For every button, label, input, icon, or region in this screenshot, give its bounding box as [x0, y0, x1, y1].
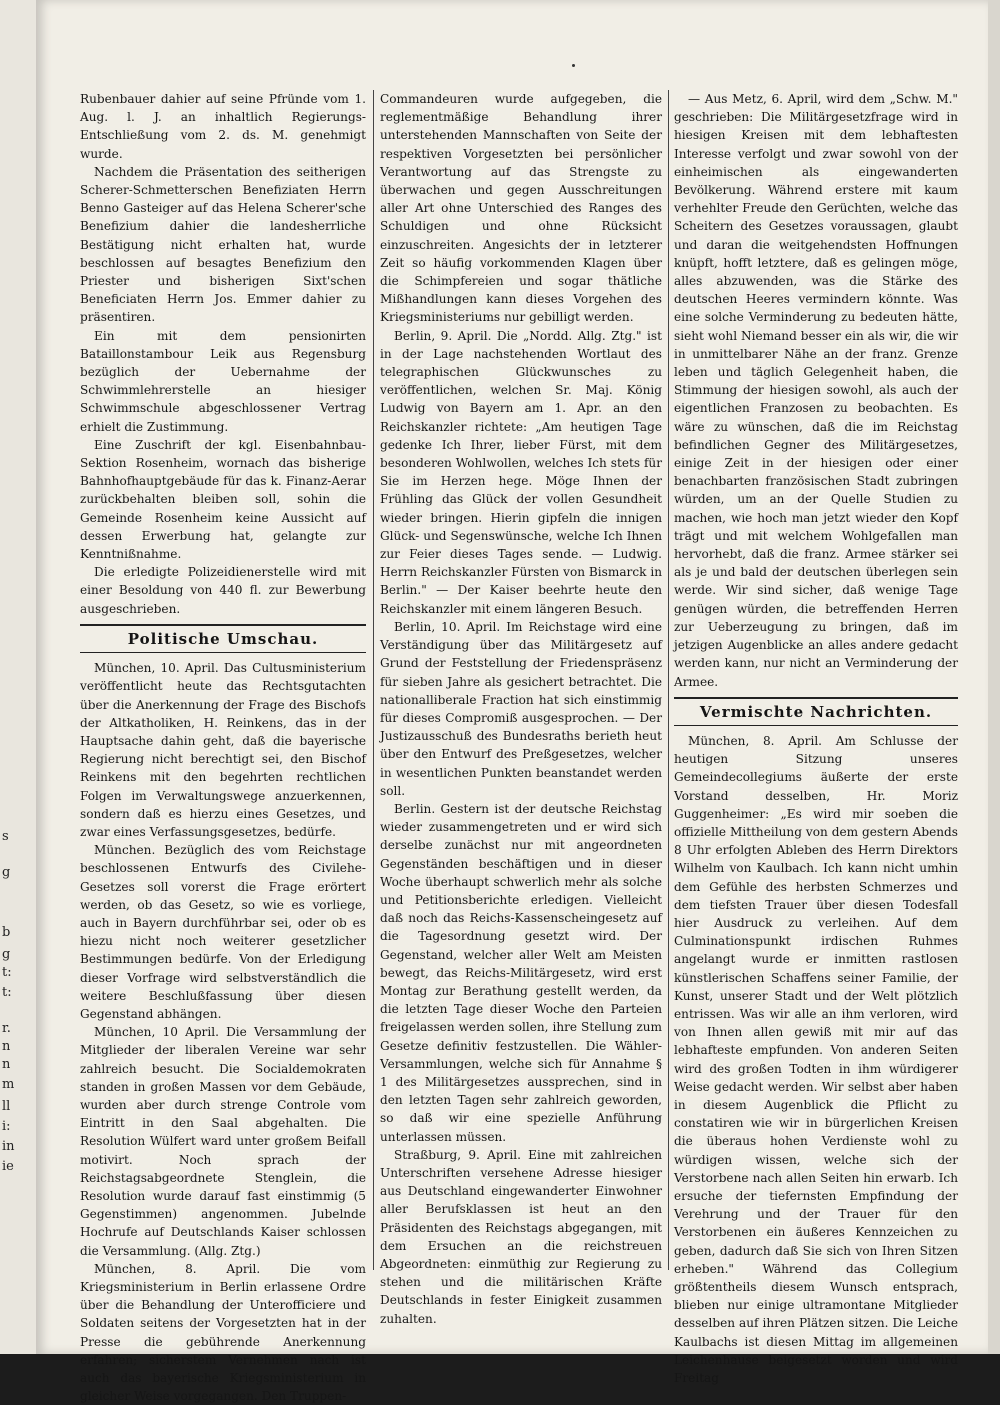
article-paragraph: Straßburg, 9. April. Eine mit zahlreichen Unterschriften versehene Adresse hiesiger aus Deutschland eingewanderter Einwohner aller Berufsklassen ist heut an den Präsidenten des Reichstags abgegangen, mit dem Ersuchen an die reichstreuen Abgeordneten: einmüthig zur Regierung zu stehen und die militärischen Kräfte Deutschlands in fester Einigkeit zusammen zuhalten.: [380, 1147, 662, 1326]
article-paragraph: München, 8. April. Die vom Kriegsministerium in Berlin erlassene Ordre über die Behandlung der Unterofficiere und Soldaten seitens der Vorgesetzten hat in der Presse die gebührende Anerkennung erfahren; sicherstem Vernehmen nach ist auch das bayerische Kriegsministerium in gleicher Weise vorgegangen. Den Truppen-: [80, 1261, 366, 1404]
left-page-gutter: [0, 0, 38, 1354]
gutter-fragment: n: [2, 1039, 11, 1054]
article-paragraph: Berlin, 10. April. Im Reichstage wird eine Verständigung über das Militärgesetz auf Grund der Feststellung der Friedenspräsenz für sieben Jahre als gesichert betrachtet. Die nationalliberale Fraction hat sich einstimmig für dieses Compromiß ausgesprochen. — Der Justizausschuß des Bundesraths berieth heut über den Entwurf des Preßgesetzes, welcher in wesentlichen Punkten beanstandet werden soll.: [380, 619, 662, 798]
column-1: [80, 90, 366, 1405]
gutter-fragment: g: [2, 947, 11, 962]
article-paragraph: Eine Zuschrift der kgl. Eisenbahnbau-Sektion Rosenheim, wornach das bisherige Bahnhofhauptgebäude für das k. Finanz-Aerar zurückbehalten bleiben soll, sohin die Gemeinde Rosenheim keine Aussicht auf dessen Erwerbung hat, gelangte zur Kenntnißnahme.: [80, 437, 366, 562]
article-paragraph: Nachdem die Präsentation des seitherigen Scherer-Schmetterschen Benefiziaten Herrn Benno Gasteiger auf das Helena Scherer'sche Benefizium dahier die landesherrliche Bestätigung nicht erhalten hat, wurde beschlossen auf besagtes Benefizium den Priester und bisherigen Sixt'schen Beneficiaten Herrn Jos. Emmer dahier zu präsentiren.: [80, 164, 366, 325]
section-heading: Vermischte Nachrichten.: [674, 697, 958, 726]
article-paragraph: München, 8. April. Am Schlusse der heutigen Sitzung unseres Gemeindecollegiums äußerte der erste Vorstand desselben, Hr. Moriz Guggenheimer: „Es wird mir soeben die offizielle Mittheilung von dem gestern Abends 8 Uhr erfolgten Ableben des Herrn Direktors Wilhelm von Kaulbach. Ich kann nicht umhin dem Gefühle des herbsten Schmerzes und dem tiefsten Trauer über diesen Todesfall hier Ausdruck zu verleihen. Auf dem Culminationspunkt irdischen Ruhmes angelangt wurde er inmitten rastlosen künstlerischen Schaffens seiner Familie, der Kunst, unserer Stadt und der Welt plötzlich entrissen. Was wir alle an ihm verloren, wird von Ihnen allen gewiß mit mir auf das lebhafteste empfunden. Von anderen Seiten wird des großen Todten in ihm würdigerer Weise gedacht werden. Wir selbst aber haben in diesem Augenblick die Pflicht zu constatiren wie wir in bürgerlichen Kreisen die überaus hohen Verdienste wohl zu würdigen wissen, welche sich der Verstorbene nach allen Seiten hin erwarb. Ich ersuche der tiefernsten Empfindung der Verehrung und der Trauer für den Verstorbenen ein äußeres Kennzeichen zu geben, dadurch daß Sie sich von Ihren Sitzen erheben." Während das Collegium größtentheils diesem Wunsch entsprach, blieben nur einige ultramontane Mitglieder desselben auf ihren Plätzen sitzen. Die Leiche Kaulbachs ist diesen Mittag im allgemeinen Leichenhause beigesetzt worden und wird Freitag: [674, 733, 958, 1386]
gutter-fragment: b: [2, 925, 11, 940]
column-3: [674, 90, 958, 1387]
article-paragraph: Die erledigte Polizeidienerstelle wird mit einer Besoldung von 440 fl. zur Bewerbung ausgeschrieben.: [80, 565, 366, 616]
article-paragraph: Ein mit dem pensionirten Bataillonstambour Leik aus Regensburg bezüglich der Uebernahme der Schwimmlehrerstelle an hiesiger Schwimmschule abgeschlossener Vertrag erhielt die Zustimmung.: [80, 328, 366, 434]
article-paragraph: Berlin. Gestern ist der deutsche Reichstag wieder zusammengetreten und er wird sich derselbe zunächst nur mit angeordneten Gegenständen beschäftigen und in dieser Woche überhaupt schwerlich mehr als solche und Petitionsberichte erledigen. Vielleicht daß noch das Reichs-Kassenscheingesetz auf die Tagesordnung gesetzt wird. Der Gegenstand, welcher aller Welt am Meisten bewegt, das Reichs-Militärgesetz, wird erst Montag zur Berathung gestellt werden, da die letzten Tage dieser Woche den Parteien freigelassen werden sollen, ihre Stellung zum Gesetze definitiv festzustellen. Die Wähler-Versammlungen, welche sich für Annahme § 1 des Militärgesetzes aussprechen, sind in den letzten Tagen sehr zahlreich geworden, so daß wir eine spezielle Anführung unterlassen müssen.: [380, 801, 662, 1144]
section-heading: Politische Umschau.: [80, 624, 366, 653]
article-paragraph: München. Bezüglich des vom Reichstage beschlossenen Entwurfs des Civilehe-Gesetzes soll vorerst die Frage erörtert werden, ob das Gesetz, so wie es vorliege, auch in Bayern durchführbar sei, oder ob es hiezu nicht noch weiterer gesetzlicher Bestimmungen bedürfe. Von der Erledigung dieser Vorfrage wird selbstverständlich die weitere Beschlußfassung über diesen Gegenstand abhängen.: [80, 843, 366, 1021]
article-paragraph: München, 10. April. Das Cultusministerium veröffentlicht heute das Rechtsgutachten über die Anerkennung der Frage des Bischofs der Altkatholiken, H. Reinkens, das in der Hauptsache dahin geht, daß die bayerische Regierung nicht berechtigt sei, den Bischof Reinkens mit den begehrten rechtlichen Folgen im Verwaltungswege anzuerkennen, sondern daß es hierzu eines Gesetzes, und zwar eines Verfassungsgesetzes, bedürfe.: [80, 661, 366, 839]
article-paragraph: Commandeuren wurde aufgegeben, die reglementmäßige Behandlung ihrer unterstehenden Mannschaften von Seite der respektiven Vorgesetzten bei persönlicher Verantwortung auf das Strengste zu überwachen und gegen Ausschreitungen aller Art ohne Unterschied des Ranges des Schuldigen und ohne Rücksicht einzuschreiten. Angesichts der in letzterer Zeit so häufig vorkommenden Klagen über die Schimpfereien und sogar thätliche Mißhandlungen kann dieses Vorgehen des Kriegsministeriums nur gebilligt werden.: [380, 92, 662, 325]
gutter-fragment: r.: [2, 1021, 11, 1036]
gutter-fragment: m: [2, 1077, 15, 1092]
article-paragraph: Rubenbauer dahier auf seine Pfründe vom 1. Aug. l. J. an inhaltlich Regierungs-Entschließung vom 2. ds. M. genehmigt wurde.: [80, 92, 366, 161]
column-divider: [668, 90, 669, 1270]
gutter-fragment: g: [2, 865, 11, 880]
article-paragraph: Berlin, 9. April. Die „Nordd. Allg. Ztg." ist in der Lage nachstehenden Wortlaut des telegraphischen Glückwunsches zu veröffentlichen, welchen Sr. Maj. König Ludwig von Bayern am 1. Apr. an den Reichskanzler richtete: „Am heutigen Tage gedenke Ich Ihrer, lieber Fürst, mit dem besonderen Wohlwollen, welches Ich stets für Sie im Herzen hege. Möge Ihnen der Frühling das Glück der vollen Gesundheit wieder bringen. Hierin gipfeln die innigen Glück- und Segenswünsche, welche Ich Ihnen zur Feier dieses Tages sende. — Ludwig. Herrn Reichskanzler Fürsten von Bismarck in Berlin." — Der Kaiser beehrte heute den Reichskanzler mit einem längeren Besuch.: [380, 328, 662, 616]
gutter-fragment: ie: [2, 1159, 14, 1174]
article-paragraph: München, 10 April. Die Versammlung der Mitglieder der liberalen Vereine war sehr zahlreich besucht. Die Socialdemokraten standen in großen Massen vor dem Gebäude, wurden aber durch strenge Controle vom Eintritt in den Saal abgehalten. Die Resolution Wülfert ward unter großem Beifall motivirt. Noch sprach der Reichstagsabgeordnete Stenglein, die Resolution wurde darauf fast einstimmig (5 Gegenstimmen) angenommen. Jubelnde Hochrufe auf Deutschlands Kaiser schlossen die Versammlung. (Allg. Ztg.): [80, 1025, 366, 1258]
gutter-fragment: t:: [2, 985, 12, 1000]
column-divider: [373, 90, 374, 1270]
gutter-fragment: t:: [2, 965, 12, 980]
page-edge: [988, 0, 1000, 1354]
gutter-fragment: n: [2, 1057, 11, 1072]
gutter-fragment: s: [2, 829, 9, 844]
gutter-fragment: in: [2, 1139, 15, 1154]
gutter-fragment: ll: [2, 1099, 11, 1114]
article-paragraph: — Aus Metz, 6. April, wird dem „Schw. M." geschrieben: Die Militärgesetzfrage wird in hiesigen Kreisen mit dem lebhaftesten Interesse verfolgt und zwar sowohl von der einheimischen als eingewanderten Bevölkerung. Während erstere mit kaum verhehlter Freude den Gerüchten, welche das Scheitern des Gesetzes voraussagen, glaubt und daran die weitgehendsten Hoffnungen knüpft, hofft letztere, daß es gelingen möge, alles abzuwenden, was die Stärke des deutschen Heeres vermindern könnte. Was eine solche Verminderung zu bedeuten hätte, sieht wohl Niemand besser ein als wir, die wir in unmittelbarer Nähe an der franz. Grenze leben und täglich Gelegenheit haben, die Stimmung der hiesigen sowohl, als auch der eigentlichen Franzosen zu beobachten. Es wäre zu wünschen, daß die im Reichstag befindlichen Gegner des Militärgesetzes, einige Zeit in der hiesigen oder einer benachbarten französischen Stadt zubringen würden, um an der Quelle Studien zu machen, wie hoch man jetzt wieder den Kopf trägt und mit welchem Wohlgefallen man hervorhebt, daß die franz. Armee stärker sei als je und bald der deutschen überlegen sein werde. Wir sind sicher, daß wenige Tage genügen würden, die betreffenden Herren zur Ueberzeugung zu bringen, daß im jetzigen Augenblicke an alles andere gedacht werden kann, nur nicht an Verminderung der Armee.: [674, 92, 958, 689]
newspaper-page: [36, 0, 988, 1404]
column-2: [380, 90, 662, 1328]
print-speck: [572, 64, 575, 67]
gutter-fragment: i:: [2, 1119, 11, 1134]
